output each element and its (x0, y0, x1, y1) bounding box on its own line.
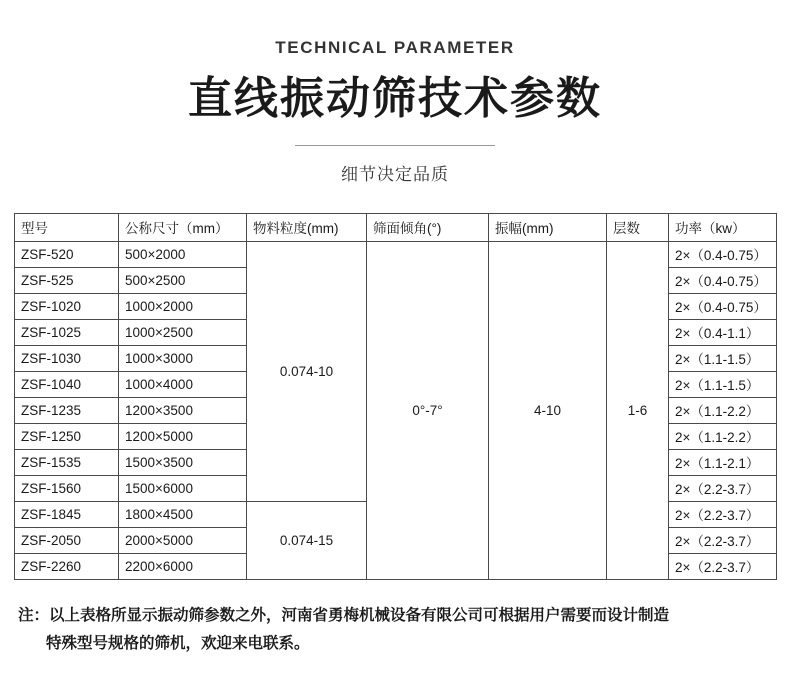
col-header-power: 功率（kw） (669, 213, 777, 241)
page-subtitle: 细节决定品质 (341, 164, 449, 184)
cell-model: ZSF-1040 (15, 371, 119, 397)
cell-amplitude: 4-10 (489, 241, 607, 579)
cell-power: 2×（2.2-3.7） (669, 501, 777, 527)
cell-size: 1800×4500 (119, 501, 247, 527)
cell-power: 2×（2.2-3.7） (669, 475, 777, 501)
cell-angle: 0°-7° (367, 241, 489, 579)
table-header-row (15, 213, 777, 241)
cell-model: ZSF-1250 (15, 423, 119, 449)
cell-size: 1500×6000 (119, 475, 247, 501)
cell-model: ZSF-525 (15, 267, 119, 293)
cell-size: 500×2500 (119, 267, 247, 293)
cell-power: 2×（0.4-0.75） (669, 293, 777, 319)
col-header-layers: 层数 (607, 213, 669, 241)
cell-power: 2×（1.1-2.1） (669, 449, 777, 475)
cell-model: ZSF-2050 (15, 527, 119, 553)
cell-model: ZSF-1025 (15, 319, 119, 345)
cell-model: ZSF-2260 (15, 553, 119, 579)
cell-power: 2×（1.1-2.2） (669, 397, 777, 423)
cell-model: ZSF-1235 (15, 397, 119, 423)
cell-size: 1200×3500 (119, 397, 247, 423)
cell-power: 2×（1.1-1.5） (669, 345, 777, 371)
cell-size: 500×2000 (119, 241, 247, 267)
cell-power: 2×（0.4-0.75） (669, 241, 777, 267)
footnote-line-1: 注：以上表格所显示振动筛参数之外，河南省勇梅机械设备有限公司可根据用户需要而设计制造 (18, 606, 670, 624)
cell-size: 1000×2500 (119, 319, 247, 345)
page-title: 直线振动筛技术参数 (188, 74, 602, 123)
col-header-model: 型号 (15, 213, 119, 241)
footnote-line-2: 特殊型号规格的筛机，欢迎来电联系。 (46, 635, 310, 653)
cell-power: 2×（2.2-3.7） (669, 553, 777, 579)
cell-power: 2×（1.1-2.2） (669, 423, 777, 449)
cell-model: ZSF-520 (15, 241, 119, 267)
cell-power: 2×（0.4-0.75） (669, 267, 777, 293)
cell-model: ZSF-1560 (15, 475, 119, 501)
cell-layers: 1-6 (607, 241, 669, 579)
cell-model: ZSF-1020 (15, 293, 119, 319)
cell-power: 2×（2.2-3.7） (669, 527, 777, 553)
spec-table-wrap (14, 213, 776, 580)
col-header-amplitude: 振幅(mm) (489, 213, 607, 241)
cell-size: 1000×3000 (119, 345, 247, 371)
cell-size: 1000×4000 (119, 371, 247, 397)
footnote (18, 602, 772, 659)
col-header-size: 公称尺寸（mm） (119, 213, 247, 241)
cell-power: 2×（0.4-1.1） (669, 319, 777, 345)
title-divider-wrap (0, 145, 790, 146)
col-header-granularity: 物料粒度(mm) (247, 213, 367, 241)
eyebrow-title: TECHNICAL PARAMETER (275, 38, 515, 57)
col-header-angle: 筛面倾角(°) (367, 213, 489, 241)
cell-model: ZSF-1535 (15, 449, 119, 475)
page-header (0, 0, 790, 185)
table-row (15, 241, 777, 267)
cell-size: 2200×6000 (119, 553, 247, 579)
cell-size: 1500×3500 (119, 449, 247, 475)
cell-power: 2×（1.1-1.5） (669, 371, 777, 397)
title-divider (295, 145, 495, 146)
cell-model: ZSF-1845 (15, 501, 119, 527)
cell-size: 1200×5000 (119, 423, 247, 449)
cell-model: ZSF-1030 (15, 345, 119, 371)
cell-size: 1000×2000 (119, 293, 247, 319)
spec-table (14, 213, 777, 580)
cell-size: 2000×5000 (119, 527, 247, 553)
cell-granularity-bottom: 0.074-15 (247, 501, 367, 579)
cell-granularity-top: 0.074-10 (247, 241, 367, 501)
